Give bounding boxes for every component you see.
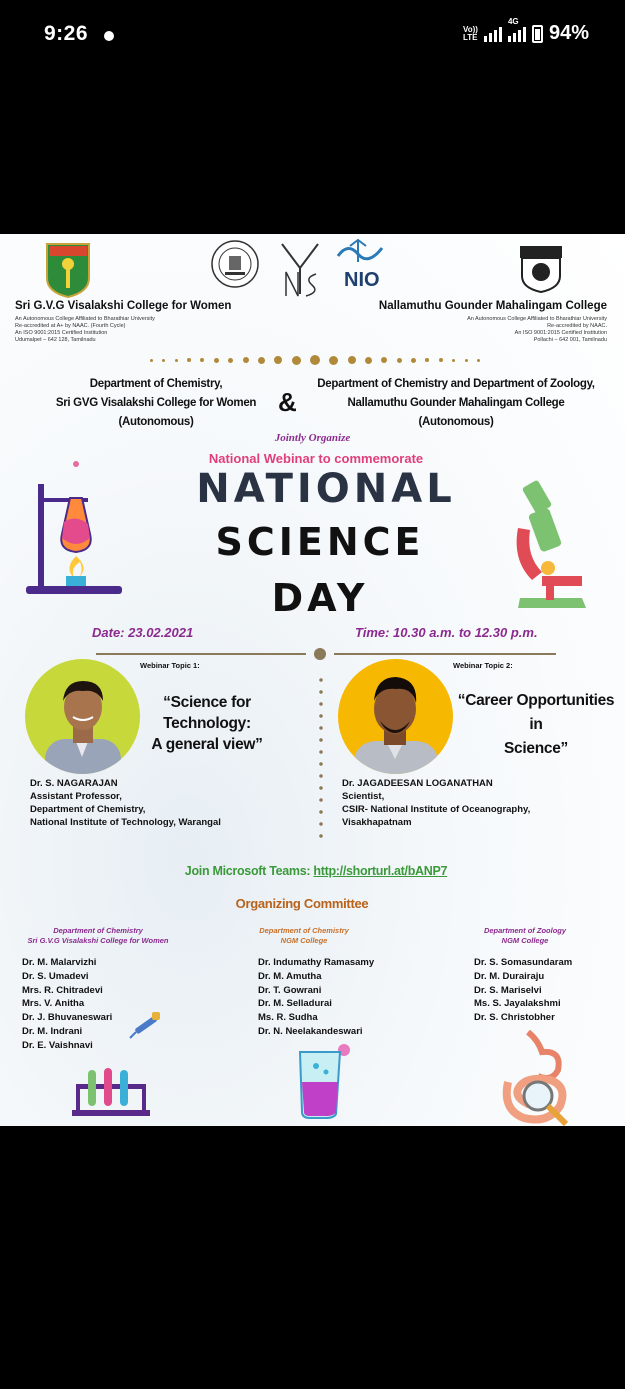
signal-4g-icon xyxy=(507,16,526,42)
divider-dot xyxy=(329,356,338,365)
member: Dr. M. Durairaju xyxy=(474,970,545,982)
clock: 9:26 xyxy=(44,22,89,45)
volte-top: Vo)) xyxy=(463,24,478,34)
microscope-icon xyxy=(512,480,592,612)
divider-dot xyxy=(200,358,204,362)
volte-icon xyxy=(463,26,478,42)
member: Dr. S. Christobher xyxy=(474,1012,555,1024)
member: Mrs. V. Anitha xyxy=(22,998,85,1010)
member: Ms. S. Jayalakshmi xyxy=(474,998,561,1010)
member: Dr. T. Gowrani xyxy=(258,984,322,996)
member: Dr. E. Vaishnavi xyxy=(22,1039,93,1051)
member: Dr. M. Selladurai xyxy=(258,998,332,1010)
col2-heading-line1: Department of Chemistry xyxy=(259,926,349,935)
divider-dot xyxy=(465,359,468,362)
divider-dot xyxy=(292,356,301,365)
signal-icon xyxy=(484,26,502,42)
teams-link[interactable]: http://shorturl.at/bANP7 xyxy=(313,864,448,878)
col3-heading-line1: Department of Zoology xyxy=(483,926,567,935)
dept-left xyxy=(40,375,272,432)
divider-dot xyxy=(477,359,480,362)
left-college-name: Sri G.V.G Visalakshi College for Women xyxy=(15,300,232,312)
member: Dr. N. Neelakandeswari xyxy=(258,1025,363,1037)
speaker2-detail2: CSIR- National Institute of Oceanography, xyxy=(342,804,531,815)
jointly-organize: Jointly Organize xyxy=(274,432,351,444)
webinar-poster[interactable] xyxy=(0,234,625,1126)
right-college-line3: An ISO 9001:2015 Certified Institution xyxy=(514,330,607,336)
dept-left-line3: (Autonomous) xyxy=(118,416,194,428)
nio-text: NIO xyxy=(344,269,380,291)
network-type: 4G xyxy=(507,16,519,26)
nas-logo-icon xyxy=(278,238,322,298)
committee-col-1-members xyxy=(22,956,112,1053)
left-college-line2: Re-accredited at A+ by NAAC. (Fourth Cycle) xyxy=(15,323,126,329)
dept-left-line2: Sri GVG Visalakshi College for Women xyxy=(55,397,257,409)
committee-col-2-members xyxy=(258,956,374,1039)
committee-col-2-heading xyxy=(214,926,394,946)
nio-logo xyxy=(336,236,384,296)
left-college-line4: Udumalpet – 642 128, Tamilnadu xyxy=(15,337,96,343)
divider-dot xyxy=(258,357,265,364)
divider-right xyxy=(334,653,556,655)
speaker1-detail2: Department of Chemistry, xyxy=(30,804,146,815)
topic2-label: Webinar Topic 2: xyxy=(453,661,513,670)
digestive-system-icon xyxy=(498,1030,576,1126)
committee-col-3 xyxy=(445,926,605,946)
webinar-subtitle: National Webinar to commemorate xyxy=(208,451,424,466)
notification-dot-icon xyxy=(104,31,114,41)
speaker2-detail1: Scientist, xyxy=(342,791,385,802)
divider-dot xyxy=(365,357,372,364)
speaker2-detail3: Visakhapatnam xyxy=(342,817,412,828)
divider-dot xyxy=(228,358,233,363)
speaker2-name: Dr. JAGADEESAN LOGANATHAN xyxy=(342,778,493,789)
committee-title: Organizing Committee xyxy=(235,896,369,911)
left-college-line1: An Autonomous College Affiliated to Bharathiar University xyxy=(15,316,155,322)
member: Dr. M. Malarvizhi xyxy=(22,957,97,968)
member: Dr. M. Amutha xyxy=(258,970,322,982)
speaker1-topic-line1: “Science for xyxy=(163,694,251,711)
dotted-divider xyxy=(150,355,480,365)
right-college-details xyxy=(467,316,607,344)
member: Dr. S. Somasundaram xyxy=(474,957,573,968)
speaker2-topic-line3: Science” xyxy=(504,740,568,757)
member: Dr. J. Bhuvaneswari xyxy=(22,1012,113,1024)
right-college-line4: Pollachi – 642 001, Tamilnadu xyxy=(533,337,607,343)
battery-icon xyxy=(532,25,543,43)
member: Dr. S. Umadevi xyxy=(22,970,89,982)
battery-percent: 94% xyxy=(548,22,589,44)
speaker1-detail1: Assistant Professor, xyxy=(30,791,122,802)
speaker2-topic xyxy=(450,689,622,761)
col1-heading-line2: Sri G.V.G Visalakshi College for Women xyxy=(27,936,169,945)
committee-col-3-members xyxy=(474,956,572,1025)
dept-right-line3: (Autonomous) xyxy=(418,416,494,428)
speaker2-topic-line2: in xyxy=(529,716,543,733)
status-icons xyxy=(463,16,589,45)
teams-label: Join Microsoft Teams: xyxy=(184,864,314,878)
divider-dot xyxy=(348,356,356,364)
burner-flask-icon xyxy=(24,458,124,600)
divider-dot xyxy=(411,358,416,363)
title-day: DAY xyxy=(271,576,369,620)
speaker1-info xyxy=(30,777,221,829)
volte-bottom: LTE xyxy=(463,32,478,42)
col3-heading-line2: NGM College xyxy=(501,936,549,945)
committee-col-1 xyxy=(8,926,188,946)
divider-dot xyxy=(274,356,282,364)
right-college-line2: Re-accredited by NAAC. xyxy=(547,323,607,329)
member: Dr. S. Mariselvi xyxy=(474,984,542,996)
speaker1-detail3: National Institute of Technology, Warangal xyxy=(30,817,221,828)
ngm-logo-icon xyxy=(516,244,566,294)
title-national: NATIONAL xyxy=(196,466,456,512)
divider-dot xyxy=(187,358,191,362)
divider-left xyxy=(96,653,306,655)
committee-col-3-heading xyxy=(445,926,605,946)
event-date: Date: 23.02.2021 xyxy=(92,625,194,640)
gvg-logo-icon xyxy=(45,242,91,298)
divider-dot xyxy=(397,358,402,363)
left-college-details xyxy=(15,316,155,344)
divider-dot xyxy=(162,359,165,362)
event-time: Time: 10.30 a.m. to 12.30 p.m. xyxy=(355,625,538,640)
member: Ms. R. Sudha xyxy=(258,1012,318,1024)
topic1-label: Webinar Topic 1: xyxy=(140,661,200,670)
vertical-dotted-divider xyxy=(319,674,323,839)
left-college-line3: An ISO 9001:2015 Certified Institution xyxy=(15,330,108,336)
dept-right xyxy=(306,375,606,432)
divider-dot xyxy=(439,358,443,362)
member: Mrs. R. Chitradevi xyxy=(22,984,103,996)
col2-heading-line2: NGM College xyxy=(280,936,328,945)
divider-center-dot xyxy=(314,648,326,660)
dept-right-line2: Nallamuthu Gounder Mahalingam College xyxy=(347,397,565,409)
right-college-name: Nallamuthu Gounder Mahalingam College xyxy=(378,300,607,312)
status-bar xyxy=(0,0,625,75)
divider-dot xyxy=(175,359,178,362)
member: Dr. M. Indrani xyxy=(22,1025,83,1037)
dept-right-line1: Department of Chemistry and Department of Zoology, xyxy=(317,378,595,390)
dept-left-line1: Department of Chemistry, xyxy=(89,378,223,390)
committee-col-1-heading xyxy=(8,926,188,946)
right-college-line1: An Autonomous College Affiliated to Bharathiar University xyxy=(467,316,607,322)
dropper-icon xyxy=(128,1010,164,1040)
divider-dot xyxy=(425,358,429,362)
teams-row xyxy=(0,864,625,878)
divider-dot xyxy=(452,359,455,362)
speaker1-photo xyxy=(25,659,140,774)
divider-dot xyxy=(214,358,219,363)
committee-col-2 xyxy=(214,926,394,946)
speaker2-info xyxy=(342,777,530,829)
member: Dr. Indumathy Ramasamy xyxy=(258,957,375,968)
speaker2-topic-line1: “Career Opportunities xyxy=(457,692,615,709)
divider-dot xyxy=(310,355,320,365)
divider-dot xyxy=(150,359,153,362)
speaker1-name: Dr. S. NAGARAJAN xyxy=(30,778,118,789)
divider-dot xyxy=(381,357,387,363)
speaker1-topic-line2: Technology: xyxy=(163,715,251,732)
col1-heading-line1: Department of Chemistry xyxy=(53,926,143,935)
speaker1-topic-line3: A general view” xyxy=(151,736,263,753)
ampersand: & xyxy=(278,387,297,417)
test-tube-rack-icon xyxy=(70,1064,152,1120)
speaker2-photo xyxy=(338,659,453,774)
title-science: SCIENCE xyxy=(215,520,425,564)
beaker-icon xyxy=(296,1042,356,1120)
emblem-logo-icon xyxy=(210,236,260,292)
speaker1-topic xyxy=(138,692,276,755)
divider-dot xyxy=(243,357,249,363)
